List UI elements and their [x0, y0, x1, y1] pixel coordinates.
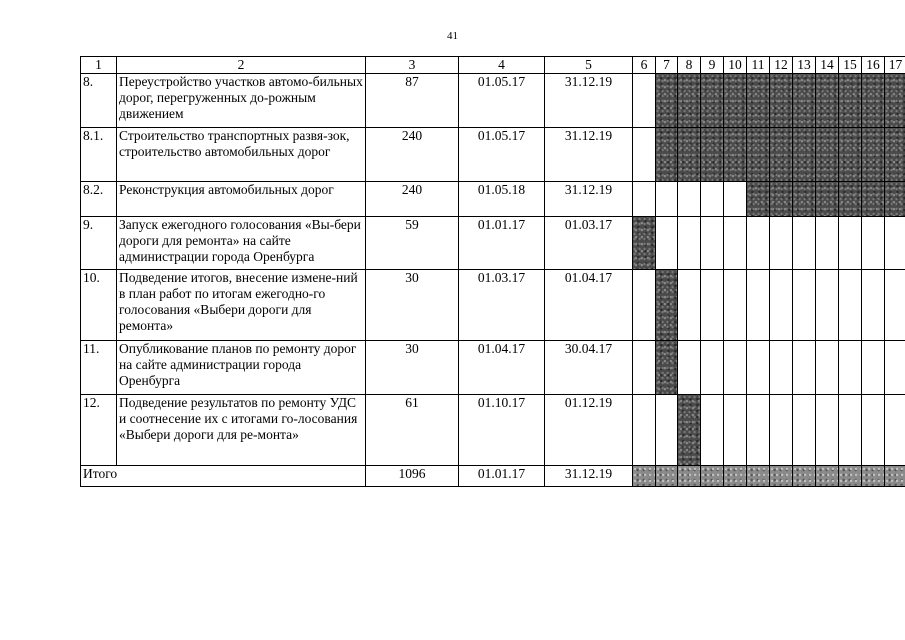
table-row [81, 217, 905, 270]
row-description: Реконструкция автомобильных дорог [117, 182, 366, 217]
timeline-cell [793, 341, 816, 395]
row-end-date: 01.03.17 [545, 217, 633, 270]
row-value: 61 [366, 395, 459, 466]
timeline-cell-active [862, 74, 885, 128]
timeline-cell-active [678, 74, 701, 128]
timeline-cell-active [678, 128, 701, 182]
timeline-cell [633, 395, 656, 466]
column-header-8: 8 [678, 57, 701, 74]
timeline-cell [770, 270, 793, 341]
total-label: Итого [81, 466, 366, 487]
row-start-date: 01.10.17 [459, 395, 545, 466]
timeline-cell-active [747, 466, 770, 487]
column-header-10: 10 [724, 57, 747, 74]
row-end-date: 30.04.17 [545, 341, 633, 395]
column-header-14: 14 [816, 57, 839, 74]
timeline-cell-active [678, 395, 701, 466]
table-row [81, 128, 905, 182]
total-row [81, 466, 905, 487]
timeline-cell [656, 217, 678, 270]
timeline-cell-active [770, 182, 793, 217]
timeline-cell [862, 217, 885, 270]
total-value: 1096 [366, 466, 459, 487]
timeline-cell-active [656, 74, 678, 128]
timeline-cell [701, 395, 724, 466]
row-value: 240 [366, 182, 459, 217]
row-description: Запуск ежегодного голосования «Вы-бери дороги для ремонта» на сайте администрации города Оренбурга [117, 217, 366, 270]
timeline-cell [633, 182, 656, 217]
timeline-cell [816, 270, 839, 341]
timeline-cell-active [678, 466, 701, 487]
timeline-cell [862, 270, 885, 341]
timeline-cell-active [770, 74, 793, 128]
row-description: Опубликование планов по ремонту дорог на сайте администрации города Оренбурга [117, 341, 366, 395]
timeline-cell [816, 217, 839, 270]
timeline-cell [678, 270, 701, 341]
timeline-cell [793, 395, 816, 466]
row-end-date: 01.12.19 [545, 395, 633, 466]
timeline-cell [839, 270, 862, 341]
timeline-cell [701, 341, 724, 395]
timeline-cell-active [816, 74, 839, 128]
timeline-cell-active [793, 466, 816, 487]
schedule-table [80, 56, 905, 487]
row-number: 12. [81, 395, 117, 466]
timeline-cell [701, 217, 724, 270]
column-header-6: 6 [633, 57, 656, 74]
row-value: 59 [366, 217, 459, 270]
timeline-cell [633, 128, 656, 182]
row-end-date: 01.04.17 [545, 270, 633, 341]
row-description: Подведение результатов по ремонту УДС и соотнесение их с итогами го-лосования «Выбери дороги для ре-монта» [117, 395, 366, 466]
table-row [81, 341, 905, 395]
table-row [81, 74, 905, 128]
timeline-cell [793, 217, 816, 270]
row-value: 30 [366, 270, 459, 341]
timeline-cell [678, 341, 701, 395]
row-number: 11. [81, 341, 117, 395]
row-start-date: 01.05.17 [459, 74, 545, 128]
row-description: Строительство транспортных развя-зок, строительство автомобильных дорог [117, 128, 366, 182]
timeline-cell-active [770, 466, 793, 487]
timeline-cell-active [747, 74, 770, 128]
timeline-cell-active [839, 466, 862, 487]
column-header-9: 9 [701, 57, 724, 74]
table-row [81, 182, 905, 217]
column-header-17: 17 [885, 57, 905, 74]
timeline-cell-active [633, 466, 656, 487]
timeline-cell-active [839, 74, 862, 128]
column-header-4: 4 [459, 57, 545, 74]
timeline-cell-active [701, 74, 724, 128]
row-end-date: 31.12.19 [545, 74, 633, 128]
total-end-date: 31.12.19 [545, 466, 633, 487]
timeline-cell [885, 217, 905, 270]
timeline-cell-active [701, 128, 724, 182]
column-header-7: 7 [656, 57, 678, 74]
row-value: 240 [366, 128, 459, 182]
table-row [81, 395, 905, 466]
timeline-cell-active [701, 466, 724, 487]
timeline-cell [885, 341, 905, 395]
timeline-cell-active [724, 466, 747, 487]
total-start-date: 01.01.17 [459, 466, 545, 487]
timeline-cell-active [656, 341, 678, 395]
timeline-cell [724, 182, 747, 217]
timeline-cell-active [724, 128, 747, 182]
timeline-cell [633, 341, 656, 395]
timeline-cell [770, 217, 793, 270]
timeline-cell-active [862, 128, 885, 182]
timeline-cell [724, 217, 747, 270]
column-header-11: 11 [747, 57, 770, 74]
row-start-date: 01.01.17 [459, 217, 545, 270]
column-header-13: 13 [793, 57, 816, 74]
row-number: 10. [81, 270, 117, 341]
timeline-cell-active [816, 128, 839, 182]
timeline-cell [678, 182, 701, 217]
timeline-cell [747, 217, 770, 270]
row-number: 8.2. [81, 182, 117, 217]
row-start-date: 01.05.18 [459, 182, 545, 217]
timeline-cell [633, 270, 656, 341]
timeline-cell [747, 270, 770, 341]
row-start-date: 01.05.17 [459, 128, 545, 182]
page-number: 41 [447, 30, 458, 42]
timeline-cell-active [656, 270, 678, 341]
timeline-cell-active [816, 466, 839, 487]
table-row [81, 270, 905, 341]
timeline-cell [701, 270, 724, 341]
timeline-cell-active [633, 217, 656, 270]
timeline-cell-active [770, 128, 793, 182]
row-number: 9. [81, 217, 117, 270]
timeline-cell [862, 395, 885, 466]
column-header-2: 2 [117, 57, 366, 74]
timeline-cell [885, 395, 905, 466]
timeline-cell [724, 270, 747, 341]
timeline-cell [839, 395, 862, 466]
timeline-cell-active [885, 466, 905, 487]
timeline-cell [885, 270, 905, 341]
timeline-cell-active [793, 128, 816, 182]
row-description: Переустройство участков автомо-бильных дорог, перегруженных до-рожным движением [117, 74, 366, 128]
timeline-cell-active [747, 128, 770, 182]
timeline-cell-active [793, 182, 816, 217]
row-start-date: 01.04.17 [459, 341, 545, 395]
column-header-12: 12 [770, 57, 793, 74]
timeline-cell [862, 341, 885, 395]
column-header-16: 16 [862, 57, 885, 74]
timeline-cell [747, 341, 770, 395]
timeline-cell [747, 395, 770, 466]
row-description: Подведение итогов, внесение измене-ний в план работ по итогам ежегодно-го голосования «Выбери дороги для ремонта» [117, 270, 366, 341]
timeline-cell-active [885, 128, 905, 182]
timeline-cell-active [747, 182, 770, 217]
row-number: 8. [81, 74, 117, 128]
timeline-cell-active [885, 182, 905, 217]
row-end-date: 31.12.19 [545, 182, 633, 217]
row-value: 30 [366, 341, 459, 395]
timeline-cell [656, 182, 678, 217]
timeline-cell [816, 395, 839, 466]
timeline-cell [701, 182, 724, 217]
timeline-cell-active [839, 128, 862, 182]
row-end-date: 31.12.19 [545, 128, 633, 182]
timeline-cell-active [656, 466, 678, 487]
column-header-5: 5 [545, 57, 633, 74]
row-number: 8.1. [81, 128, 117, 182]
timeline-cell [724, 395, 747, 466]
timeline-cell [770, 395, 793, 466]
timeline-cell [839, 217, 862, 270]
column-header-15: 15 [839, 57, 862, 74]
timeline-cell [656, 395, 678, 466]
timeline-cell-active [862, 182, 885, 217]
timeline-cell-active [862, 466, 885, 487]
timeline-cell [839, 341, 862, 395]
timeline-cell-active [816, 182, 839, 217]
timeline-cell [816, 341, 839, 395]
timeline-cell-active [724, 74, 747, 128]
timeline-cell [724, 341, 747, 395]
column-header-3: 3 [366, 57, 459, 74]
row-value: 87 [366, 74, 459, 128]
timeline-cell-active [885, 74, 905, 128]
timeline-cell [678, 217, 701, 270]
row-start-date: 01.03.17 [459, 270, 545, 341]
header-row [81, 57, 905, 74]
timeline-cell-active [656, 128, 678, 182]
timeline-cell [770, 341, 793, 395]
timeline-cell-active [839, 182, 862, 217]
timeline-cell [793, 270, 816, 341]
timeline-cell-active [793, 74, 816, 128]
timeline-cell [633, 74, 656, 128]
column-header-1: 1 [81, 57, 117, 74]
